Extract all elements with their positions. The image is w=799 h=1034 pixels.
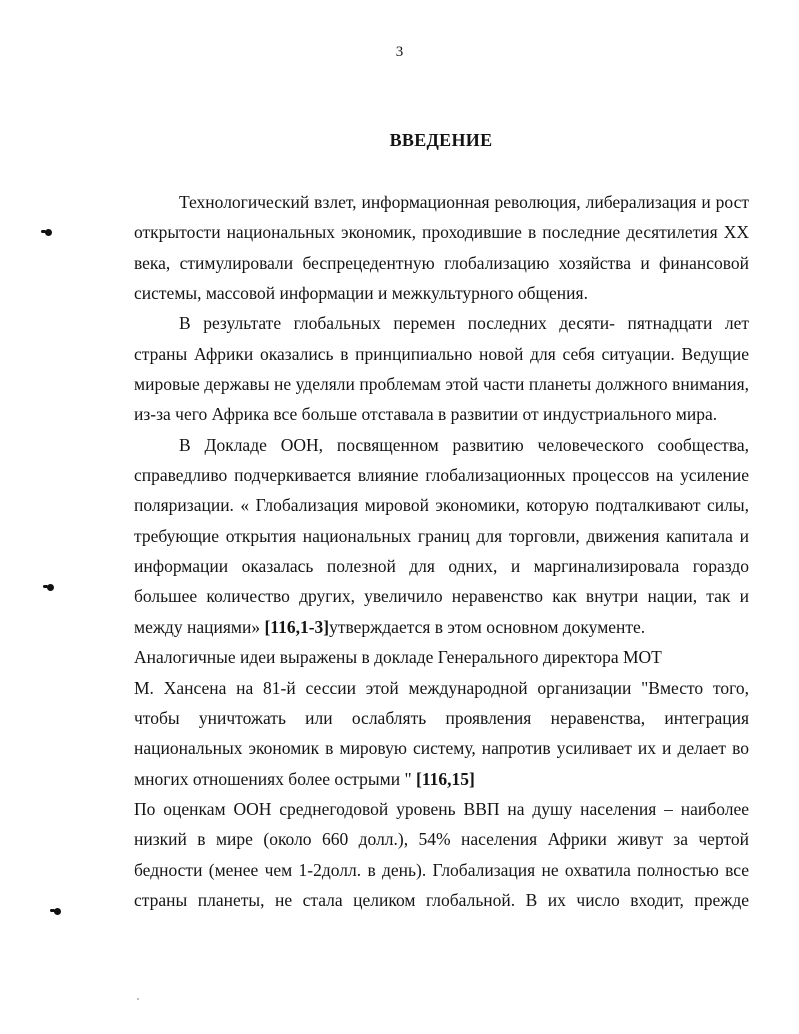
citation-ref-2: [116,15] [416,768,475,789]
paragraph-2: В результате глобальных перемен последних десяти- пятнадцати лет страны Африки оказались в принципиально новой для себя ситуации. Ведущие мировые державы не уделяли проблемам этой части планеты должного внимания, из-за чего Африка все больше отставала в развитии от индустриального мира. [134,313,749,425]
margin-mark-1 [45,229,52,236]
page-title: ВВЕДЕНИЕ [389,130,493,150]
page-number: 3 [395,44,404,60]
paragraph-3-text: В Докладе ООН, посвященном развитию человеческого сообщества, справедливо подчеркивается влияние глобализационных процессов на усиление поляризации. « Глобализация мировой экономики, которую подталкивают силы, требующие открытия национальных границ для торговли, движения капитала и информации оказалась полезной для одних, и маргинализировала гораздо большее количество других, увеличило неравенство как внутри нации, так и между нациями» [134,434,749,637]
paragraph-3-tail: утверждается в этом основном документе. [329,616,646,637]
paragraph-6: По оценкам ООН среднегодовой уровень ВВП на душу населения – наиболее низкий в мире (около 660 долл.), 54% населения Африки живут за чертой бедности (менее чем 1-2долл. в день). Глобализация не охватила полностью все страны планеты, не стала целиком глобальной. В их число входит, прежде [134,798,749,910]
paragraph-4: Аналогичные идеи выражены в докладе Генерального директора МОТ [134,647,662,668]
margin-mark-3 [54,908,61,915]
document-body [134,187,749,915]
paragraph-5-text: М. Хансена на 81-й сессии этой международной организации "Вместо того, чтобы уничтожать или ослаблять проявления неравенства, интеграция национальных экономик в мировую систему, напротив усиливает их и делает во многих отношениях более острыми " [134,677,749,789]
scan-speck [137,998,139,1000]
paragraph-3 [134,430,749,642]
paragraph-5 [134,673,749,794]
paragraph-1: Технологический взлет, информационная революция, либерализация и рост открытости национальных экономик, проходившие в последние десятилетия XX века, стимулировали беспрецедентную глобализацию хозяйства и финансовой системы, массовой информации и межкультурного общения. [134,192,749,304]
citation-ref-1: [116,1-3] [264,616,330,637]
margin-mark-2 [47,584,54,591]
